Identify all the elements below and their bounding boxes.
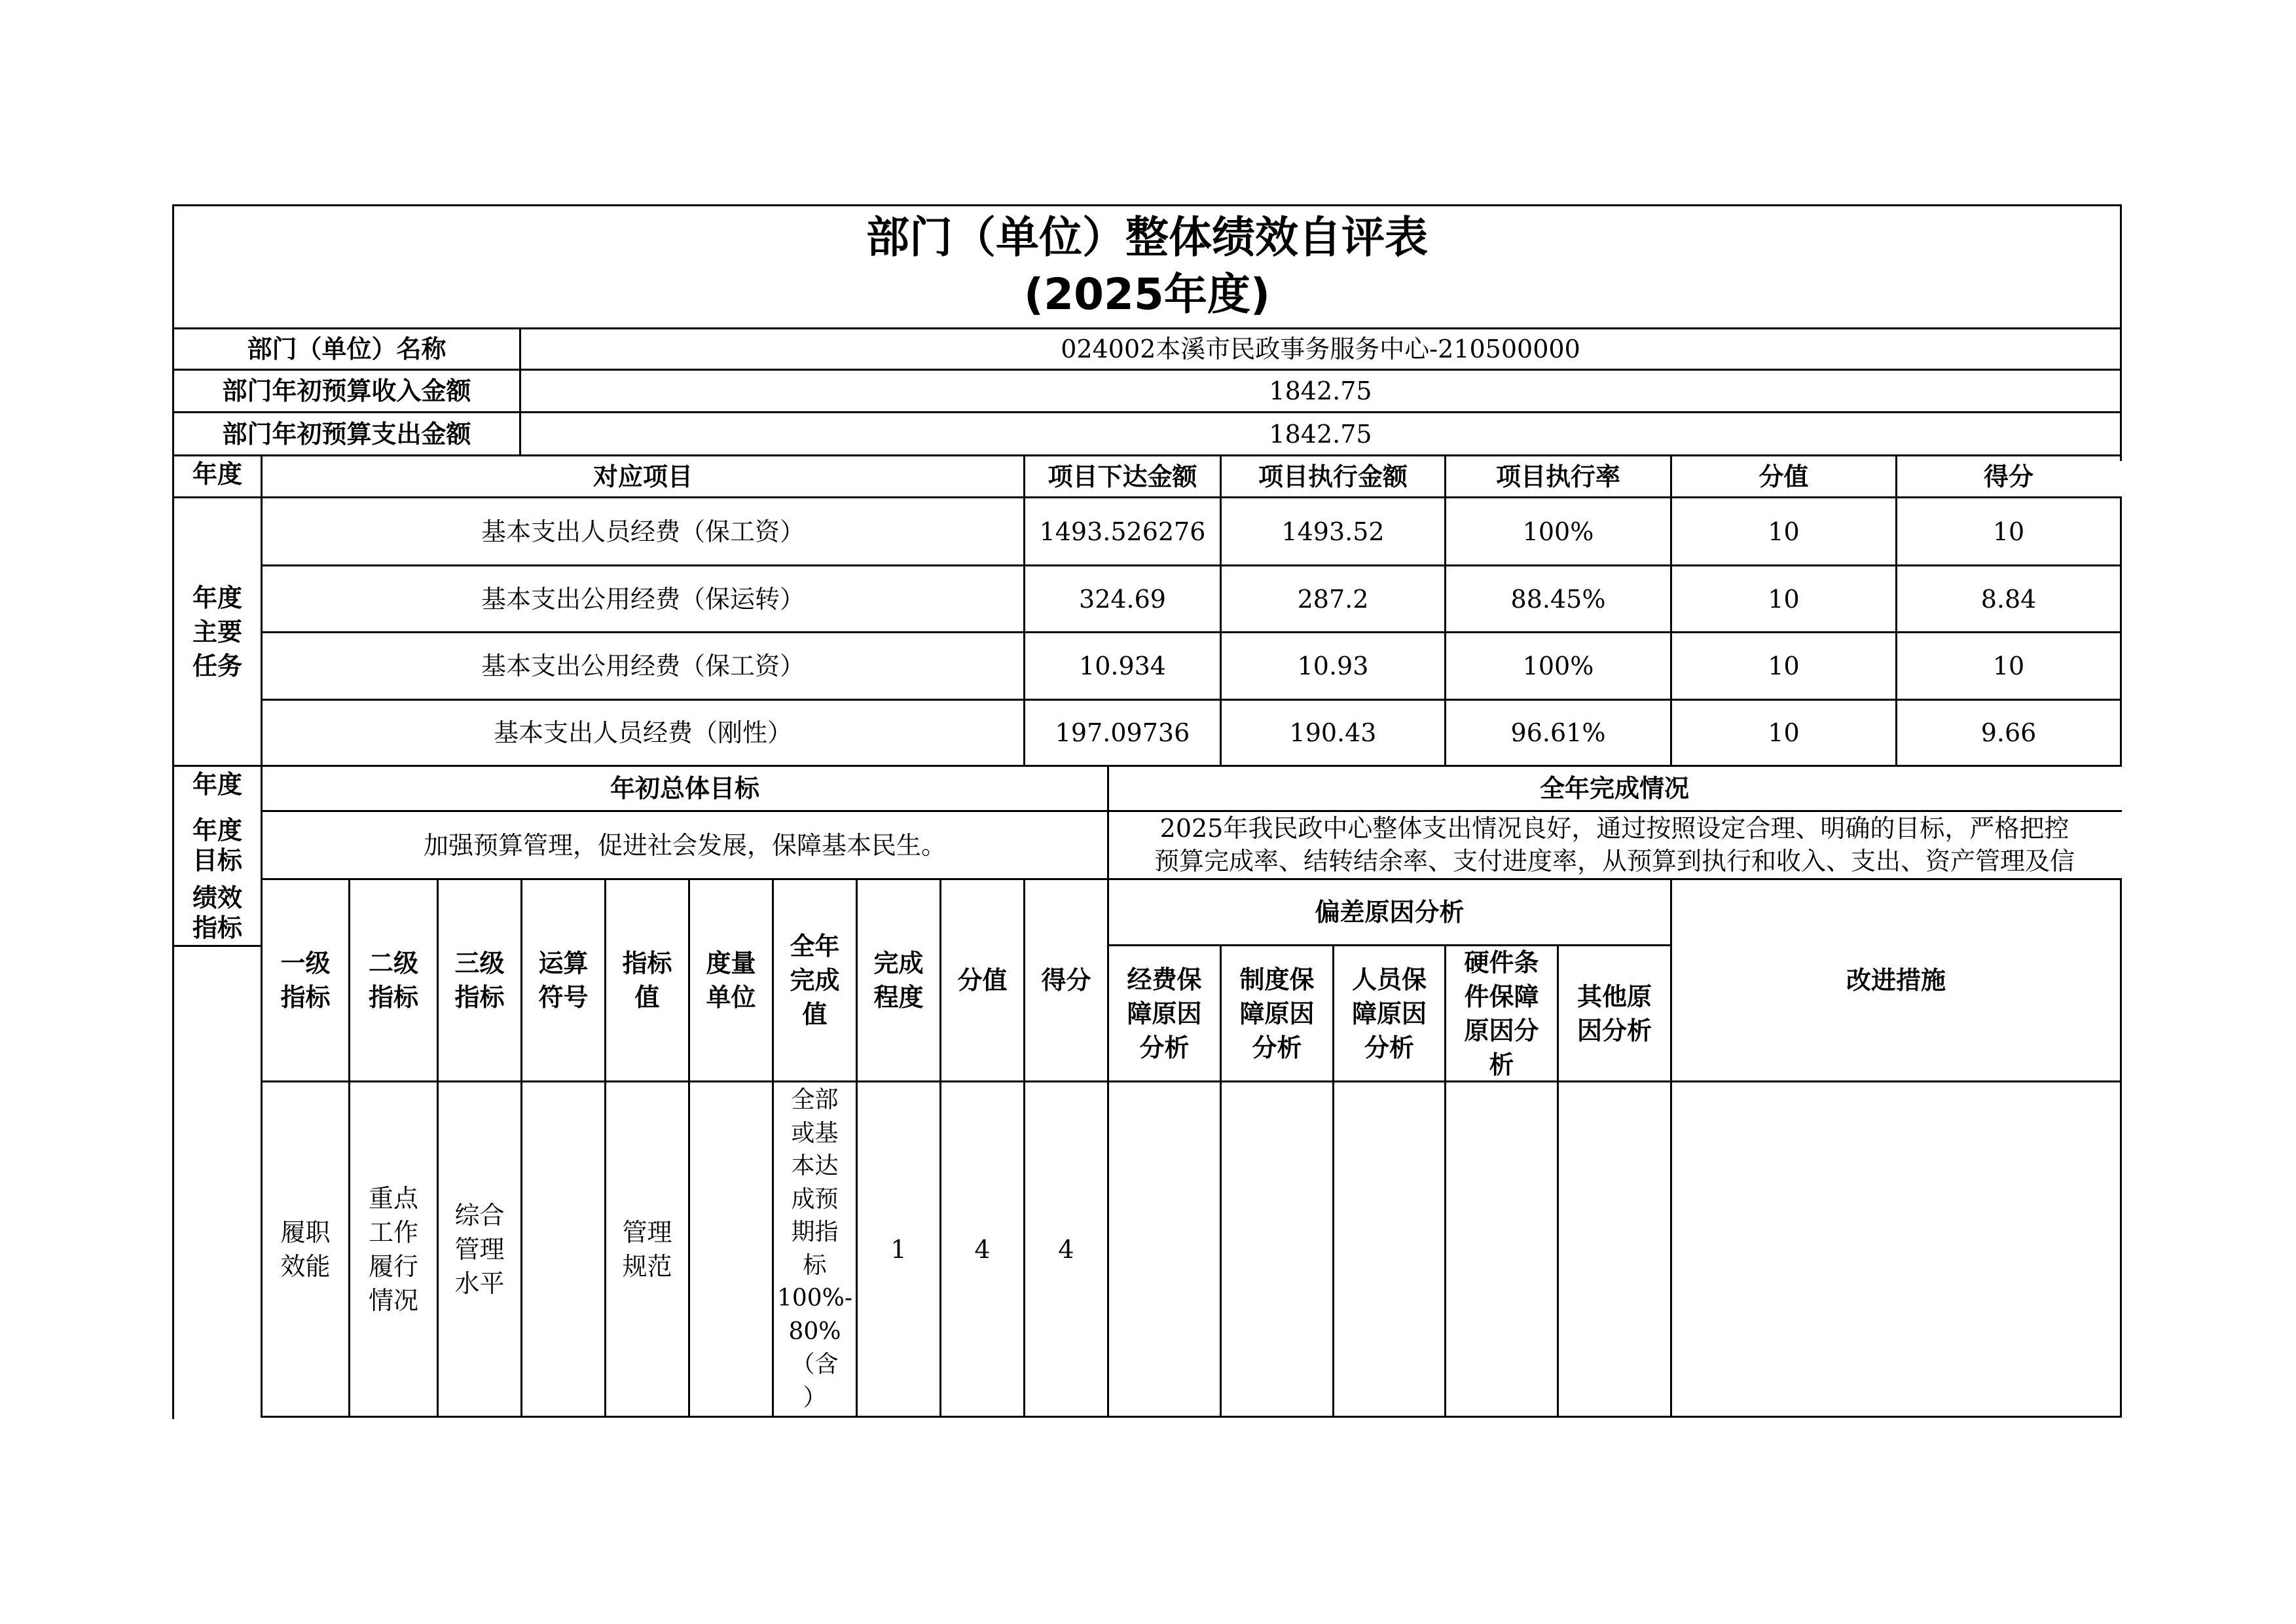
task-score-value-text: 10 — [1768, 517, 1800, 546]
task-score-text: 10 — [1992, 652, 2025, 680]
task-row-score — [1897, 498, 2120, 564]
task-row-item — [263, 498, 1023, 564]
task-row-allocated — [1025, 566, 1220, 631]
task-row-executed — [1222, 498, 1444, 564]
task-row-score-value — [1672, 566, 1895, 631]
ind-header-annual-value — [774, 880, 856, 1080]
ind-header-completion — [858, 880, 939, 1080]
budget-income-value — [521, 371, 2120, 411]
dept-name-value-text: 024002本溪市民政事务服务中心-210500000 — [1061, 335, 1580, 363]
ind-header-deviation-funding-text: 经费保 障原因 分析 — [1127, 965, 1202, 1062]
ind-header-unit — [690, 880, 772, 1080]
task-item-text: 基本支出公用经费（保运转） — [481, 584, 805, 614]
ind-header-deviation-group — [1109, 880, 1670, 944]
task-executed-text: 287.2 — [1297, 584, 1369, 614]
ind-header-deviation-other — [1559, 946, 1670, 1080]
tasks-header-executed — [1222, 456, 1444, 496]
title-line2: (2025年度) — [1023, 269, 1271, 320]
ind-row-annual-value — [774, 1082, 856, 1416]
ind-row-level1 — [263, 1082, 348, 1416]
tasks-side-label — [174, 498, 261, 765]
goals-initial-header — [263, 767, 1107, 810]
task-row-item — [263, 701, 1023, 765]
task-executed-text: 1493.52 — [1281, 517, 1385, 546]
dept-name-label — [174, 329, 519, 369]
goals-side-label-clipped — [174, 767, 261, 810]
ind-header-deviation-other-text: 其他原 因分析 — [1576, 982, 1652, 1045]
dept-name-value — [521, 329, 2120, 369]
ind-header-improvement — [1672, 880, 2120, 1080]
task-rate-text: 88.45% — [1510, 584, 1606, 614]
task-score-value-text: 10 — [1768, 652, 1800, 680]
ind-header-deviation-system — [1222, 946, 1332, 1080]
goals-completion-line1: 2025年我民政中心整体支出情况良好，通过按照设定合理、明确的目标，严格把控 — [1159, 814, 2069, 843]
ind-header-score-text: 得分 — [1041, 966, 1091, 995]
ind-header-level1-text: 一级 指标 — [280, 949, 331, 1012]
ind-header-completion-text: 完成 程度 — [873, 949, 924, 1012]
task-row-score-value — [1672, 498, 1895, 564]
ind-header-level2-text: 二级 指标 — [368, 949, 418, 1012]
task-score-value-text: 10 — [1768, 584, 1800, 614]
ind-header-deviation-staff-text: 人员保 障原因 分析 — [1351, 965, 1427, 1062]
ind-row-target — [606, 1082, 688, 1416]
budget-expense-value — [521, 413, 2120, 454]
task-row-executed — [1222, 701, 1444, 765]
ind-header-deviation-group-text: 偏差原因分析 — [1315, 898, 1465, 927]
tasks-header-score-text: 得分 — [1983, 462, 2033, 491]
task-rate-text: 100% — [1522, 652, 1594, 680]
task-row-executed — [1222, 566, 1444, 631]
ind-header-target — [606, 880, 688, 1080]
ind-header-target-text: 指标 值 — [622, 949, 672, 1012]
page-subtitle — [174, 265, 2120, 324]
task-row-allocated — [1025, 701, 1220, 765]
tasks-header-score — [1897, 456, 2120, 496]
task-allocated-text: 324.69 — [1079, 584, 1166, 614]
ind-header-annual-value-text: 全年 完成 值 — [790, 932, 840, 1029]
task-row-score — [1897, 701, 2120, 765]
tasks-header-executed-text: 项目执行金额 — [1258, 462, 1408, 491]
goals-completion-header-text: 全年完成情况 — [1539, 774, 1689, 803]
goals-initial-text-span: 加强预算管理，促进社会发展，保障基本民生。 — [423, 830, 946, 860]
task-row-score — [1897, 633, 2120, 699]
task-row-rate — [1446, 633, 1670, 699]
task-score-text: 10 — [1992, 517, 2025, 546]
task-rate-text: 96.61% — [1510, 718, 1606, 747]
tasks-side-label-clipped — [174, 456, 261, 496]
ind-header-operator-text: 运算 符号 — [538, 949, 589, 1012]
tasks-header-item — [263, 456, 1023, 496]
goals-completion-line2: 预算完成率、结转结余率、支付进度率，从预算到执行和收入、支出、资产管理及信 — [1154, 847, 2075, 876]
ind-header-deviation-staff — [1334, 946, 1444, 1080]
goals-side-label-clipped-text: 年度 — [192, 770, 242, 799]
task-score-text: 8.84 — [1980, 584, 2037, 614]
budget-expense-label — [174, 413, 519, 454]
ind-row-score-value-text: 4 — [974, 1234, 991, 1264]
goals-side-label — [174, 812, 261, 878]
budget-expense-value-text: 1842.75 — [1269, 419, 1372, 449]
ind-row-level2 — [350, 1082, 437, 1416]
ind-row-level2-text: 重点 工作 履行 情况 — [368, 1183, 418, 1315]
task-row-score-value — [1672, 633, 1895, 699]
task-item-text: 基本支出人员经费（保工资） — [481, 517, 805, 546]
ind-row-completion — [858, 1082, 939, 1416]
task-row-score — [1897, 566, 2120, 631]
budget-income-value-text: 1842.75 — [1269, 377, 1372, 405]
task-allocated-text: 10.934 — [1079, 652, 1166, 680]
task-score-text: 9.66 — [1980, 718, 2037, 747]
task-row-rate — [1446, 498, 1670, 564]
ind-header-score-value-text: 分值 — [957, 966, 1008, 995]
tasks-side-label-text: 年度 主要 任务 — [192, 583, 242, 680]
task-row-item — [263, 633, 1023, 699]
task-row-executed — [1222, 633, 1444, 699]
tasks-header-allocated-text: 项目下达金额 — [1048, 462, 1197, 491]
task-allocated-text: 1493.526276 — [1039, 517, 1206, 546]
ind-row-completion-text: 1 — [890, 1234, 907, 1264]
ind-header-deviation-hardware-text: 硬件条 件保障 原因分 析 — [1464, 948, 1539, 1079]
indicators-side-label-text: 绩效 指标 — [192, 883, 242, 942]
ind-header-deviation-funding — [1109, 946, 1220, 1080]
dept-name-label-text: 部门（单位）名称 — [247, 335, 446, 363]
ind-row-target-text: 管理 规范 — [622, 1217, 672, 1281]
ind-row-operator — [522, 1082, 604, 1416]
ind-header-deviation-system-text: 制度保 障原因 分析 — [1239, 965, 1315, 1062]
tasks-header-score-value-text: 分值 — [1758, 462, 1809, 491]
task-rate-text: 100% — [1522, 517, 1594, 546]
goals-completion-header — [1109, 767, 2120, 810]
tasks-header-item-text: 对应项目 — [592, 462, 693, 491]
ind-header-score-value — [941, 880, 1023, 1080]
task-row-item — [263, 566, 1023, 631]
tasks-header-allocated — [1025, 456, 1220, 496]
tasks-side-label-clipped-text: 年度 — [192, 460, 242, 489]
tasks-header-rate-text: 项目执行率 — [1495, 462, 1620, 491]
goals-initial-header-text: 年初总体目标 — [610, 774, 759, 803]
task-row-rate — [1446, 701, 1670, 765]
task-row-allocated — [1025, 498, 1220, 564]
task-row-rate — [1446, 566, 1670, 631]
task-row-allocated — [1025, 633, 1220, 699]
ind-row-score — [1025, 1082, 1107, 1416]
ind-row-score-value — [941, 1082, 1023, 1416]
ind-header-level1 — [263, 880, 348, 1080]
ind-header-operator — [522, 880, 604, 1080]
task-row-score-value — [1672, 701, 1895, 765]
ind-row-score-text: 4 — [1058, 1234, 1074, 1264]
ind-header-unit-text: 度量 单位 — [706, 949, 756, 1012]
goals-side-label-text: 年度 目标 — [192, 815, 242, 875]
task-executed-text: 10.93 — [1297, 652, 1369, 680]
ind-header-level2 — [350, 880, 437, 1080]
title-line1: 部门（单位）整体绩效自评表 — [866, 212, 1428, 263]
ind-row-annual-value-text: 全部 或基 本达 成预 期指 标 100%- 80% （含 ） — [776, 1086, 853, 1411]
budget-income-label-text: 部门年初预算收入金额 — [222, 377, 471, 405]
indicators-side-label — [174, 880, 261, 945]
ind-header-score — [1025, 880, 1107, 1080]
budget-expense-label-text: 部门年初预算支出金额 — [222, 419, 471, 449]
tasks-header-rate — [1446, 456, 1670, 496]
ind-row-unit — [690, 1082, 772, 1416]
page-title — [174, 208, 2120, 267]
task-item-text: 基本支出公用经费（保工资） — [481, 652, 805, 680]
ind-row-level1-text: 履职 效能 — [280, 1217, 331, 1281]
goals-initial-text — [263, 812, 1107, 878]
ind-header-improvement-text: 改进措施 — [1846, 966, 1946, 995]
ind-header-level3-text: 三级 指标 — [454, 949, 505, 1012]
ind-header-deviation-hardware — [1446, 946, 1557, 1080]
budget-income-label — [174, 371, 519, 411]
tasks-header-score-value — [1672, 456, 1895, 496]
ind-header-level3 — [439, 880, 520, 1080]
goals-completion-text — [1109, 812, 2120, 878]
task-item-text: 基本支出人员经费（刚性） — [493, 718, 792, 747]
ind-row-level3-text: 综合 管理 水平 — [454, 1200, 505, 1298]
task-allocated-text: 197.09736 — [1055, 718, 1190, 747]
ind-row-level3 — [439, 1082, 520, 1416]
task-score-value-text: 10 — [1768, 718, 1800, 747]
task-executed-text: 190.43 — [1289, 718, 1377, 747]
